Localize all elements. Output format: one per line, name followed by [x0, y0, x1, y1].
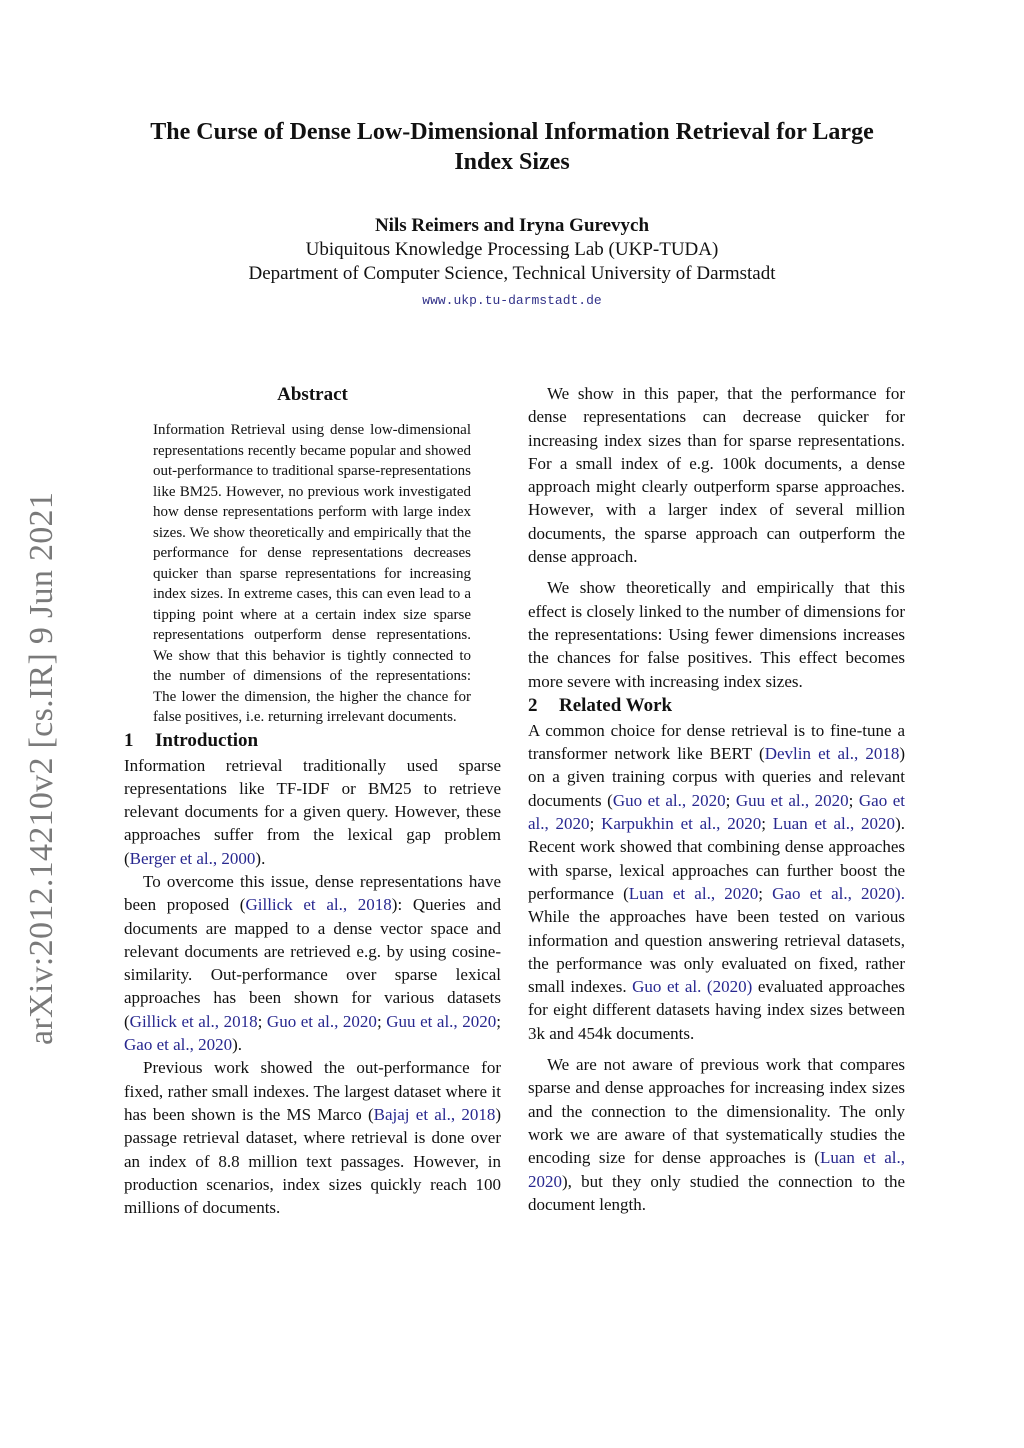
citation-link[interactable]: Gao et al., 2020 — [124, 1035, 233, 1055]
abstract-text: Information Retrieval using dense low-dimensional representations recently became popular and showed out-performance to traditional sparse-representations like BM25. However, no previous work investigated how dense representations perform with large index sizes. We show theoretically and empirically that the performance for dense representations decreases quicker than sparse representations for increasing index sizes. In extreme cases, this can even lead to a tipping point where at a certain index size sparse representations outperform dense representations. We show that this behavior is tightly connected to the number of dimensions of the representations: The lower the dimension, the higher the chance for false positives, i.e. returning irrelevant documents. — [153, 422, 471, 725]
citation-link[interactable]: Guo et al., 2020 — [612, 790, 726, 810]
related-paragraph-1 — [528, 719, 905, 1045]
text-run: We are not aware of previous work that compares sparse and dense approaches for increasing index sizes and the connection to the dimensionality. The only work we are aware of that systematically studies the encoding size for dense approaches is ( — [528, 1055, 905, 1168]
text-run: Previous work showed the out-performance for fixed, rather small indexes. The largest dataset where it has been shown is the MS Marco ( — [124, 1058, 501, 1124]
text-run: evaluated approaches for eight different datasets having index sizes between 3k and 454k documents. — [528, 977, 905, 1043]
text-run: ) passage retrieval dataset, where retrieval is done over an index of 8.8 million text passages. However, in production scenarios, index sizes quickly reach 100 millions of documents. — [124, 1104, 501, 1218]
citation-link[interactable]: Gao et al., 2020 — [528, 790, 905, 834]
text-run: ; — [725, 790, 736, 810]
arxiv-identifier: arXiv:2012.14210v2 [cs.IR] 9 Jun 2021 — [23, 491, 60, 1045]
text-run: While the approaches have been tested on various information and question answering retrieval datasets, the performance was only evaluated on fixed, rather small indexes. — [528, 907, 905, 997]
text-run: ; — [758, 883, 773, 903]
text-run: A common choice for dense retrieval is to fine-tune a transformer network like BERT ( — [528, 720, 905, 764]
text-run: ) on a given training corpus with queries and relevant documents ( — [528, 744, 905, 810]
lab-url-link[interactable]: www.ukp.tu-darmstadt.de — [422, 293, 602, 308]
text-run: ). — [255, 848, 266, 868]
text-run: ; — [376, 1011, 387, 1031]
citation-link[interactable]: Bajaj et al., 2018 — [373, 1104, 496, 1124]
text-run: ; — [848, 790, 859, 810]
intro-paragraph-3 — [124, 1056, 501, 1219]
text-run: ; — [589, 814, 602, 834]
section-related-work-heading — [528, 693, 905, 719]
citation-link[interactable]: Gao et al., 2020). — [772, 883, 905, 903]
text-run: Information retrieval traditionally used sparse representations like TF-IDF or BM25 to retrieve relevant documents for a given query. However, these approaches suffer from the lexical gap problem ( — [124, 755, 501, 868]
right-column — [528, 382, 905, 1216]
paper-title: The Curse of Dense Low-Dimensional Information Retrieval for Large Index Sizes — [150, 119, 874, 175]
citation-link[interactable]: Luan et al., 2020 — [772, 814, 896, 834]
section-title: Introduction — [155, 729, 259, 751]
section-number: 1 — [124, 729, 134, 751]
citation-link[interactable]: Guo et al. (2020) — [632, 977, 753, 997]
intro-paragraph-2 — [124, 870, 501, 1056]
citation-link[interactable]: Guu et al., 2020 — [386, 1011, 497, 1031]
text-run: ; — [761, 814, 773, 834]
section-title: Related Work — [559, 694, 673, 716]
text-run: ; — [496, 1011, 501, 1031]
citation-link[interactable]: Devlin et al., 2018 — [764, 744, 900, 764]
affiliation-department: Department of Computer Science, Technical University of Darmstadt — [248, 263, 776, 284]
intro-paragraph-1 — [124, 754, 501, 870]
citation-link[interactable]: Guu et al., 2020 — [735, 790, 849, 810]
citation-link[interactable]: Gillick et al., 2018 — [245, 895, 392, 915]
intro-paragraph-5: We show theoretically and empirically that this effect is closely linked to the number of dimensions for the representations: Using fewer dimensions increases the chances for false positives. This effect becomes more severe with increasing index sizes. — [528, 578, 905, 691]
citation-link[interactable]: Karpukhin et al., 2020 — [601, 814, 762, 834]
citation-link[interactable]: Gillick et al., 2018 — [129, 1011, 258, 1031]
text-run: To overcome this issue, dense representations have been proposed ( — [124, 871, 501, 915]
text-run: ). Recent work showed that combining dense approaches with sparse, lexical approaches can further boost the performance ( — [528, 814, 905, 903]
citation-link[interactable]: Guo et al., 2020 — [266, 1011, 377, 1031]
text-run: ), but they only studied the connection to the document length. — [528, 1171, 905, 1214]
text-run: ). — [232, 1035, 243, 1055]
author-block — [120, 214, 904, 313]
citation-link[interactable]: Berger et al., 2000 — [129, 848, 256, 868]
left-column — [124, 382, 501, 1219]
text-run: ; — [257, 1011, 267, 1031]
abstract-heading: Abstract — [277, 384, 348, 405]
affiliation-lab: Ubiquitous Knowledge Processing Lab (UKP-TUDA) — [305, 239, 719, 260]
section-number: 2 — [528, 694, 538, 716]
author-names: Nils Reimers and Iryna Gurevych — [374, 215, 650, 236]
intro-paragraph-4: We show in this paper, that the performance for dense representations can decrease quicker for increasing index sizes than for sparse representations. For a small index of e.g. 100k documents, a dense approach might clearly outperform sparse approaches. However, with a larger index of several million documents, the sparse approach can outperform the dense approach. — [528, 384, 905, 567]
citation-link[interactable]: Luan et al., 2020 — [628, 883, 759, 903]
related-paragraph-2 — [528, 1053, 905, 1216]
section-introduction-heading — [124, 728, 501, 754]
text-run: ): Queries and documents are mapped to a dense vector space and relevant documents are retrieved e.g. by using cosine-similarity. Out-performance over sparse lexical approaches has been shown for various datasets ( — [124, 895, 501, 1031]
citation-link[interactable]: Luan et al., 2020 — [528, 1148, 906, 1191]
